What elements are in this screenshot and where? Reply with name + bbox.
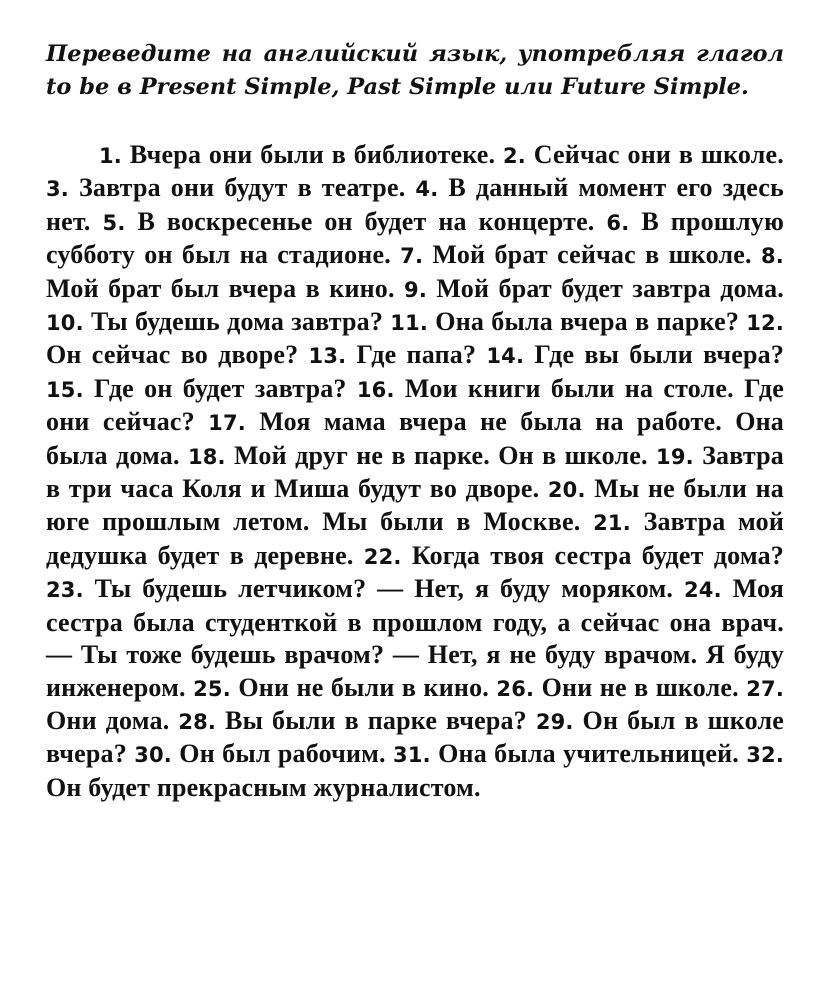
sentence-text: Где он будет завтра?: [94, 373, 347, 403]
sentence-number: 20.: [547, 478, 586, 503]
sentence-number: 21.: [593, 511, 631, 536]
exercise-sentence: [188, 441, 648, 470]
sentence-number: 18.: [187, 444, 226, 469]
sentence-number: 5.: [102, 210, 126, 235]
sentence-number: 25.: [193, 676, 231, 701]
sentence-number: 14.: [486, 344, 525, 369]
sentence-text: Она была вчера в парке?: [435, 307, 740, 337]
sentence-number: 27.: [746, 676, 785, 701]
sentence-number: 13.: [308, 344, 347, 369]
exercise-sentence: [400, 240, 752, 269]
sentence-number: 22.: [363, 544, 402, 569]
sentence-text: Завтра мой дедушка будет в деревне.: [46, 507, 785, 570]
sentence-text: Они не были в кино.: [238, 672, 489, 702]
exercise-sentence: [46, 374, 347, 403]
exercise-sentence: [390, 307, 739, 336]
exercise-sentence: [46, 173, 405, 202]
sentence-number: 6.: [606, 210, 630, 235]
sentence-text: Где папа?: [356, 340, 477, 370]
sentence-text: Мой брат сейчас в школе.: [432, 240, 752, 270]
sentence-number: 23.: [46, 578, 84, 603]
sentence-text: Моя мама вчера не была на работе. Она была дома.: [46, 407, 785, 470]
sentence-number: 9.: [404, 277, 428, 302]
sentence-text: Они дома.: [46, 705, 170, 735]
sentence-number: 19.: [656, 444, 694, 469]
sentence-text: Ты будешь летчиком? — Нет, я буду моряком.: [94, 574, 674, 604]
sentence-text: Она была учительницей.: [438, 739, 739, 769]
sentence-text: В воскресенье он будет на концерте.: [137, 206, 595, 236]
sentence-number: 17.: [208, 411, 246, 436]
exercise-sentence: [178, 706, 527, 735]
sentence-number: 4.: [415, 177, 439, 202]
exercise-instruction: Переведите на английский язык, употребляя глагол to be в Present Simple, Past Simple или Future Simple.: [46, 41, 784, 100]
exercise-sentence: [99, 140, 495, 169]
sentence-number: 16.: [356, 377, 395, 402]
sentence-text: Они не в школе.: [541, 672, 739, 702]
exercise-sentence: [309, 340, 477, 369]
sentence-number: 1.: [99, 144, 122, 168]
sentence-number: 32.: [746, 743, 785, 768]
exercise-sentence: [46, 307, 383, 336]
sentence-text: Мой брат будет завтра дома.: [436, 273, 784, 303]
sentence-number: 12.: [746, 311, 785, 336]
exercise-text: [46, 139, 784, 804]
sentence-text: Когда твоя сестра будет дома?: [411, 540, 785, 570]
sentence-number: 15.: [46, 377, 84, 402]
sentence-number: 11.: [390, 311, 429, 336]
sentence-text: В прошлую субботу он был на стадионе.: [46, 206, 785, 270]
sentence-number: 24.: [683, 578, 722, 603]
sentence-number: 26.: [496, 676, 535, 701]
sentence-text: Вчера они были в библиотеке.: [129, 140, 496, 169]
sentence-text: Моя сестра была студенткой в прошлом году, а сейчас она врач. — Ты тоже будешь врачом? — Нет, я не буду врачом. Я буду инженером.: [46, 574, 784, 702]
sentence-text: Он был рабочим.: [179, 739, 386, 769]
exercise-sentence: [364, 541, 784, 570]
exercise-sentence: [134, 739, 386, 768]
exercise-sentence: [404, 274, 784, 303]
sentence-text: Сейчас они в школе.: [533, 140, 784, 169]
sentence-number: 7.: [400, 244, 424, 269]
exercise-sentence: [393, 739, 739, 768]
exercise-sentence: [486, 340, 784, 369]
sentence-number: 8.: [760, 244, 784, 269]
sentence-text: Вы были в парке вчера?: [225, 705, 527, 735]
sentence-text: Он был в школе вчера?: [46, 705, 784, 769]
sentence-text: Мои книги были на столе. Где они сейчас?: [46, 373, 784, 437]
exercise-sentence: [46, 574, 673, 603]
sentence-text: Мы не были на юге прошлым летом. Мы были в Москве.: [46, 474, 784, 537]
exercise-sentence: [193, 673, 489, 702]
exercise-sentence: [503, 140, 784, 169]
sentence-text: Мой друг не в парке. Он в школе.: [234, 440, 648, 470]
sentence-number: 3.: [46, 177, 69, 202]
sentence-text: Завтра в три часа Коля и Миша будут во дворе.: [46, 440, 784, 504]
sentence-number: 31.: [393, 743, 431, 768]
exercise-sentence: [496, 673, 738, 702]
sentence-text: В данный момент его здесь нет.: [46, 173, 784, 236]
sentence-text: Мой брат был вчера в кино.: [46, 273, 395, 303]
sentence-number: 30.: [134, 743, 172, 768]
sentence-text: Он сейчас во дворе?: [46, 340, 299, 370]
sentence-number: 2.: [502, 144, 526, 168]
sentence-text: Он будет прекрасным журналистом.: [46, 772, 481, 802]
sentence-number: 28.: [178, 709, 217, 734]
sentence-number: 29.: [535, 709, 574, 734]
sentence-number: 10.: [46, 311, 84, 336]
exercise-sentence: [103, 207, 595, 236]
sentence-text: Где вы были вчера?: [534, 340, 785, 370]
sentence-text: Завтра они будут в театре.: [78, 173, 406, 203]
sentence-text: Ты будешь дома завтра?: [91, 307, 384, 337]
